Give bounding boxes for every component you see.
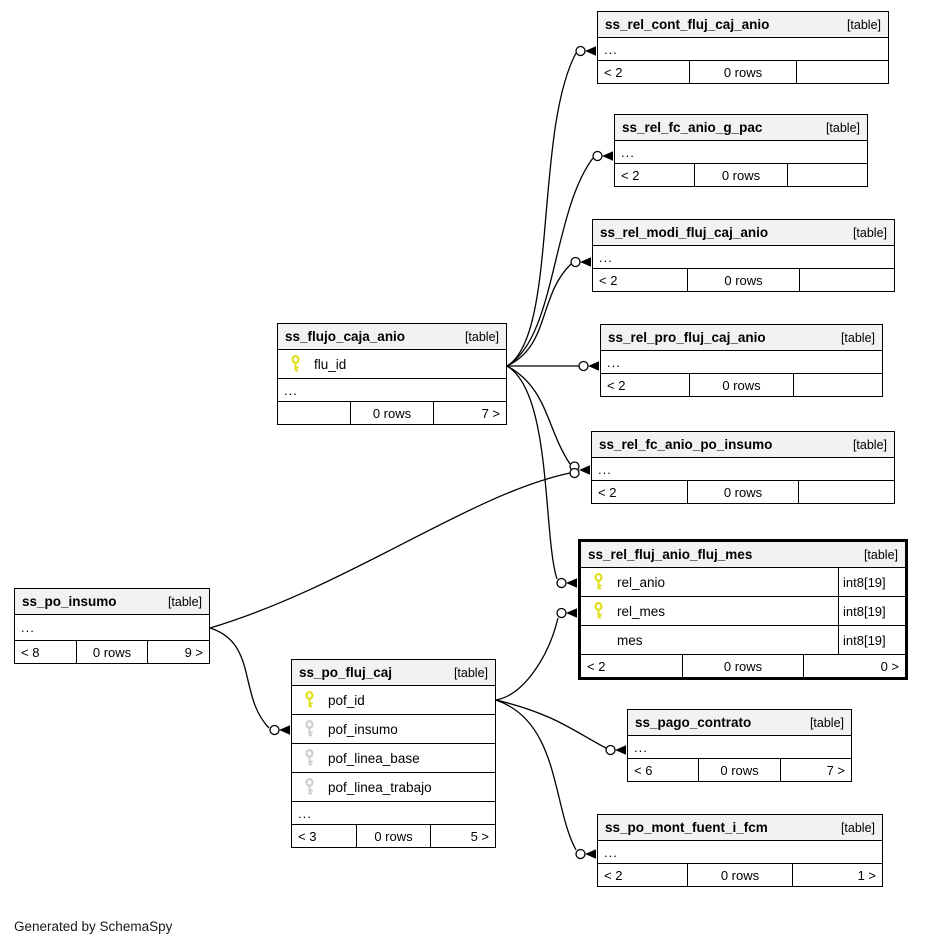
table-name[interactable]: ss_rel_fc_anio_g_pac — [622, 120, 763, 135]
footer-parents: < 3 — [298, 828, 317, 844]
footer-children: 7 > — [780, 759, 851, 781]
column-name: rel_mes — [617, 603, 666, 619]
table-header[interactable] — [15, 589, 209, 614]
table-footer — [615, 163, 867, 186]
table-footer — [581, 654, 905, 677]
footer-rowcount: 0 rows — [682, 655, 802, 677]
column-name: pof_linea_trabajo — [328, 779, 432, 795]
table-header[interactable] — [601, 325, 882, 350]
table-footer — [598, 863, 882, 886]
column-row-pof-linea-base[interactable] — [292, 743, 495, 772]
footer-rowcount: 0 rows — [350, 402, 433, 424]
table-ss-flujo-caja-anio[interactable] — [277, 323, 507, 425]
column-name: pof_insumo — [328, 721, 398, 737]
footer-rowcount: 0 rows — [689, 61, 796, 83]
relationship-flujo-to-rel-modi — [507, 257, 591, 366]
hidden-columns-row: ... — [592, 457, 894, 480]
foreign-key-icon — [304, 720, 315, 738]
footer-parents — [278, 402, 350, 424]
hidden-columns-row: ... — [598, 37, 888, 60]
footer-rowcount: 0 rows — [687, 864, 792, 886]
footer-children: 1 > — [792, 864, 882, 886]
footer-children — [793, 374, 882, 396]
table-header[interactable] — [593, 220, 894, 245]
footer-rowcount: 0 rows — [356, 825, 430, 847]
table-ss-rel-modi-fluj-caj-anio[interactable] — [592, 219, 895, 292]
footer-parents: < 2 — [598, 484, 617, 500]
footer-rowcount: 0 rows — [698, 759, 779, 781]
table-tag: [table] — [852, 225, 887, 240]
column-row-flu-id[interactable] — [278, 349, 506, 378]
table-ss-rel-fc-anio-po-insumo[interactable] — [591, 431, 895, 504]
table-footer — [601, 373, 882, 396]
column-row-rel-anio[interactable] — [581, 567, 905, 596]
table-name[interactable]: ss_rel_modi_fluj_caj_anio — [600, 225, 769, 240]
footer-parents: < 2 — [607, 377, 626, 393]
footer-parents: < 8 — [21, 644, 40, 660]
relationship-flujo-to-rel-pro — [507, 361, 599, 371]
relationship-flujo-to-rel-fluj-mes-rel-anio — [507, 366, 577, 588]
hidden-columns-row: ... — [15, 614, 209, 640]
footer-children: 9 > — [147, 641, 209, 663]
footer-parents: < 2 — [599, 272, 618, 288]
generated-by-note: Generated by SchemaSpy — [14, 919, 173, 934]
primary-key-icon — [593, 602, 604, 620]
footer-rowcount: 0 rows — [687, 269, 798, 291]
table-tag: [table] — [464, 329, 499, 344]
primary-key-icon — [290, 355, 301, 373]
table-name[interactable]: ss_flujo_caja_anio — [285, 329, 406, 344]
footer-parents: < 6 — [634, 762, 653, 778]
table-name[interactable]: ss_rel_cont_fluj_caj_anio — [605, 17, 770, 32]
footer-rowcount: 0 rows — [689, 374, 793, 396]
table-ss-po-mont-fuent-i-fcm[interactable] — [597, 814, 883, 887]
table-ss-po-fluj-caj[interactable] — [291, 659, 496, 848]
footer-parents: < 2 — [587, 658, 606, 674]
table-name[interactable]: ss_po_fluj_caj — [299, 665, 393, 680]
column-row-mes[interactable] — [581, 625, 905, 654]
hidden-columns-row: ... — [292, 801, 495, 824]
table-header[interactable] — [292, 660, 495, 685]
table-tag: [table] — [852, 437, 887, 452]
footer-children: 5 > — [430, 825, 495, 847]
table-ss-pago-contrato[interactable] — [627, 709, 852, 782]
column-name: pof_id — [328, 692, 365, 708]
column-name: flu_id — [314, 356, 347, 372]
column-type: int8[19] — [838, 597, 905, 625]
table-name[interactable]: ss_rel_pro_fluj_caj_anio — [608, 330, 766, 345]
footer-parents: < 2 — [621, 167, 640, 183]
hidden-columns-row: ... — [615, 140, 867, 163]
footer-children — [799, 269, 894, 291]
footer-rowcount: 0 rows — [694, 164, 787, 186]
table-tag: [table] — [167, 594, 202, 609]
table-header[interactable] — [615, 115, 867, 140]
table-tag: [table] — [825, 120, 860, 135]
table-header[interactable] — [592, 432, 894, 457]
table-footer — [628, 758, 851, 781]
column-name: pof_linea_base — [328, 750, 420, 766]
hidden-columns-row: ... — [601, 350, 882, 373]
column-name: mes — [617, 632, 643, 648]
relationship-po-fluj-caj-to-po-mont-fuent — [496, 700, 596, 859]
footer-children: 7 > — [433, 402, 506, 424]
table-tag: [table] — [863, 547, 898, 562]
table-name[interactable]: ss_rel_fluj_anio_fluj_mes — [588, 547, 753, 562]
table-footer — [15, 640, 209, 663]
primary-key-icon — [304, 691, 315, 709]
footer-parents: < 2 — [604, 867, 623, 883]
table-name[interactable]: ss_po_mont_fuent_i_fcm — [605, 820, 768, 835]
table-header[interactable] — [278, 324, 506, 349]
relationship-flujo-to-rel-cont — [507, 46, 596, 366]
table-tag: [table] — [809, 715, 844, 730]
table-ss-rel-fc-anio-g-pac[interactable] — [614, 114, 868, 187]
table-name[interactable]: ss_pago_contrato — [635, 715, 752, 730]
table-footer — [598, 60, 888, 83]
table-tag: [table] — [846, 17, 881, 32]
table-tag: [table] — [840, 330, 875, 345]
column-row-pof-id[interactable] — [292, 685, 495, 714]
table-footer — [592, 480, 894, 503]
footer-rowcount: 0 rows — [76, 641, 146, 663]
column-row-rel-mes[interactable] — [581, 596, 905, 625]
table-tag: [table] — [453, 665, 488, 680]
relationship-po-fluj-caj-to-rel-fluj-mes-rel-mes — [496, 608, 577, 700]
relationship-po-insumo-to-rel-fc-anio-po-insumo — [210, 465, 590, 628]
table-name[interactable]: ss_po_insumo — [22, 594, 117, 609]
table-ss-rel-pro-fluj-caj-anio[interactable] — [600, 324, 883, 397]
table-ss-po-insumo[interactable] — [14, 588, 210, 664]
table-name[interactable]: ss_rel_fc_anio_po_insumo — [599, 437, 773, 452]
foreign-key-icon — [304, 778, 315, 796]
table-footer — [593, 268, 894, 291]
footer-parents: < 2 — [604, 64, 623, 80]
column-row-pof-insumo[interactable] — [292, 714, 495, 743]
column-row-pof-linea-trabajo[interactable] — [292, 772, 495, 801]
footer-rowcount: 0 rows — [687, 481, 799, 503]
hidden-columns-row: ... — [628, 735, 851, 758]
relationship-flujo-to-rel-fc-anio-po-insumo — [507, 366, 579, 471]
table-header[interactable] — [598, 12, 888, 37]
table-ss-rel-cont-fluj-caj-anio[interactable] — [597, 11, 889, 84]
table-tag: [table] — [840, 820, 875, 835]
footer-children: 0 > — [803, 655, 905, 677]
primary-key-icon — [593, 573, 604, 591]
relationship-po-fluj-caj-to-pago-contrato — [496, 700, 626, 755]
table-header[interactable] — [581, 542, 905, 567]
table-header[interactable] — [598, 815, 882, 840]
footer-children — [787, 164, 867, 186]
hidden-columns-row: ... — [598, 840, 882, 863]
table-header[interactable] — [628, 710, 851, 735]
column-type: int8[19] — [838, 626, 905, 654]
table-ss-rel-fluj-anio-fluj-mes[interactable] — [578, 539, 908, 680]
hidden-columns-row: ... — [593, 245, 894, 268]
no-key-spacer — [593, 631, 604, 649]
column-name: rel_anio — [617, 574, 666, 590]
table-footer — [292, 824, 495, 847]
table-footer — [278, 401, 506, 424]
hidden-columns-row: ... — [278, 378, 506, 401]
foreign-key-icon — [304, 749, 315, 767]
column-type: int8[19] — [838, 568, 905, 596]
relationship-po-insumo-to-po-fluj-caj — [210, 628, 290, 735]
footer-children — [796, 61, 888, 83]
footer-children — [798, 481, 894, 503]
